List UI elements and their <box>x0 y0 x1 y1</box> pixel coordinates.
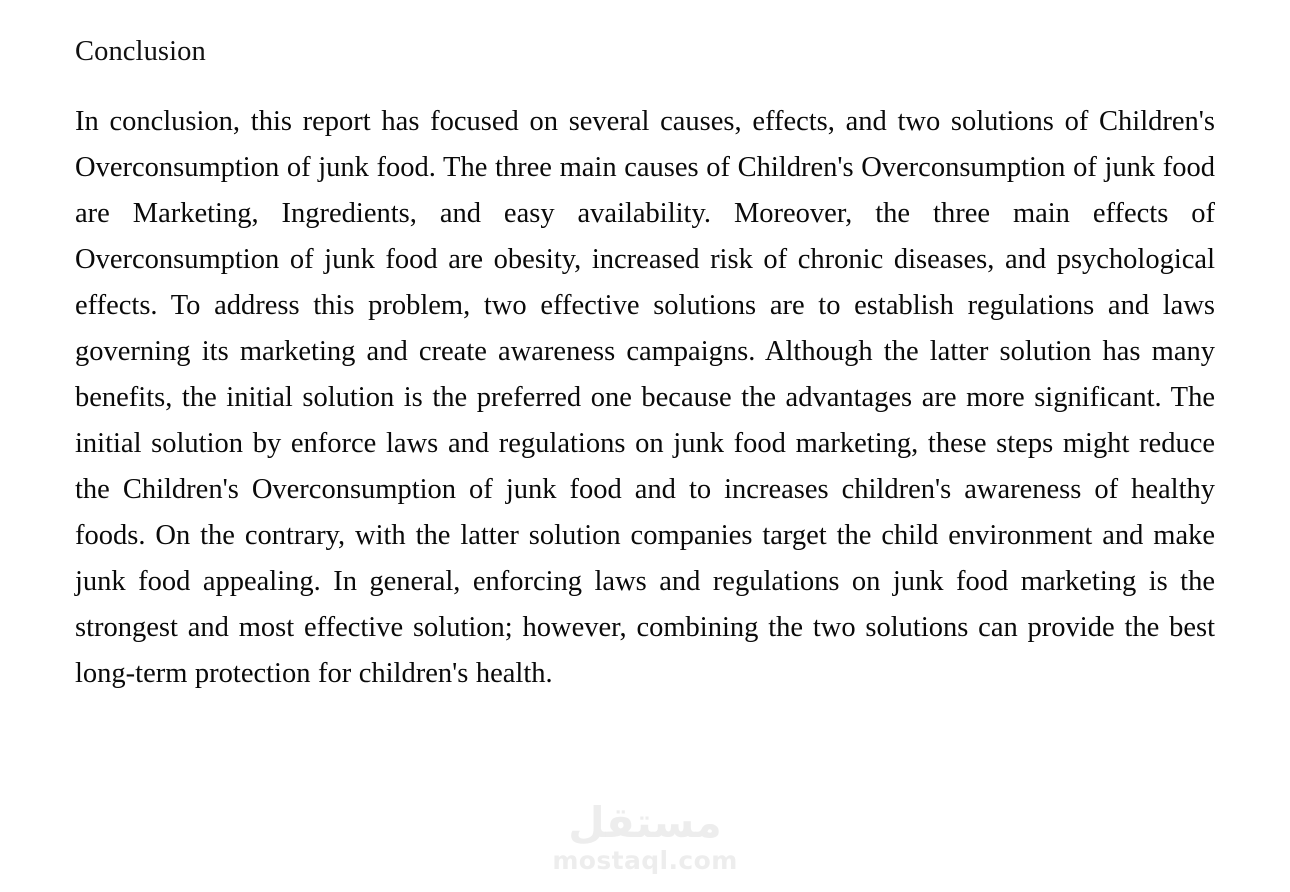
page-title: Conclusion <box>75 36 206 67</box>
watermark-arabic-logo: مستقل <box>568 798 722 847</box>
watermark <box>0 800 1290 874</box>
heading-paragraph-spacer <box>75 74 1215 99</box>
document-content <box>75 30 1215 697</box>
conclusion-paragraph: In conclusion, this report has focused on several causes, effects, and two solutions of Children's Overconsumption of junk food. The three main causes of Children's Overconsumption of junk food are Marketing, Ingredients, and easy availability. Moreover, the three main effects of Overconsumption of junk food are obesity, increased risk of chronic diseases, and psychological effects. To address this problem, two effective solutions are to establish regulations and laws governing its marketing and create awareness campaigns. Although the latter solution has many benefits, the initial solution is the preferred one because the advantages are more significant. The initial solution by enforce laws and regulations on junk food marketing, these steps might reduce the Children's Overconsumption of junk food and to increases children's awareness of healthy foods. On the contrary, with the latter solution companies target the child environment and make junk food appealing. In general, enforcing laws and regulations on junk food marketing is the strongest and most effective solution; however, combining the two solutions can provide the best long-term protection for children's health. <box>75 106 1215 689</box>
watermark-domain-label: mostaql.com <box>552 846 738 875</box>
